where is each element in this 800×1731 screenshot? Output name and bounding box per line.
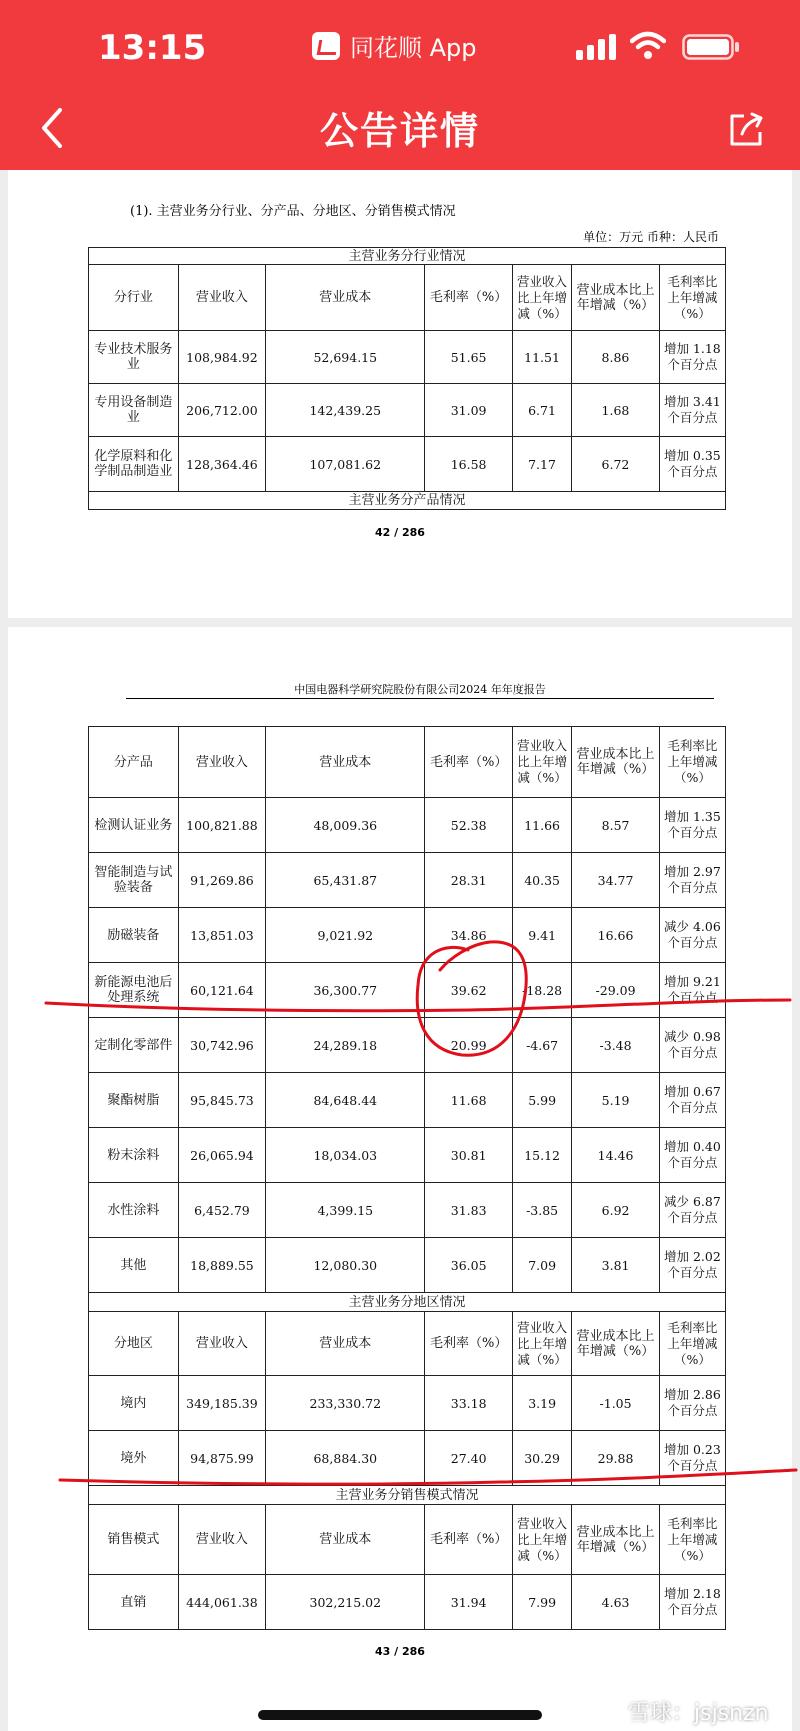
cell-margin-change: 增加 0.23 个百分点 [659,1431,725,1486]
cell-margin-change: 增加 1.35 个百分点 [659,798,725,853]
top-bar [0,0,800,170]
col-header: 营业成本比上年增减（%） [572,1505,659,1575]
cell-margin-change: 增加 2.86 个百分点 [659,1376,725,1431]
col-header: 分行业 [89,265,179,331]
cell-category: 检测认证业务 [89,798,179,853]
cell-revenue-change: 11.51 [512,331,571,384]
cell-category: 粉末涂料 [89,1128,179,1183]
table-row [89,1575,726,1630]
cell-cost-change: 16.66 [572,908,659,963]
col-header: 毛利率比上年增减（%） [659,1505,725,1575]
cell-margin-change: 增加 2.18 个百分点 [659,1575,725,1630]
table-row [89,1431,726,1486]
cell-margin: 39.62 [425,963,512,1018]
cell-revenue: 108,984.92 [178,331,265,384]
product-header-row [89,727,726,798]
col-header: 营业收入比上年增减（%） [512,265,571,331]
cell-margin: 31.94 [425,1575,512,1630]
cell-margin: 33.18 [425,1376,512,1431]
col-header: 营业收入 [178,1505,265,1575]
cell-revenue-change: 7.99 [512,1575,571,1630]
cell-cost-change: 5.19 [572,1073,659,1128]
cell-cost: 52,694.15 [266,331,425,384]
col-header: 毛利率（%） [425,1505,512,1575]
cell-cost-change: -3.48 [572,1018,659,1073]
sales-section-title: 主营业务分销售模式情况 [89,1486,726,1505]
cell-category: 聚酯树脂 [89,1073,179,1128]
cell-revenue-change: -18.28 [512,963,571,1018]
cell-margin-change: 减少 0.98 个百分点 [659,1018,725,1073]
cell-cost-change: 1.68 [572,384,659,437]
cell-margin-change: 增加 0.67 个百分点 [659,1073,725,1128]
cell-category: 定制化零部件 [89,1018,179,1073]
col-header: 毛利率比上年增减（%） [659,265,725,331]
cell-category: 水性涂料 [89,1183,179,1238]
cell-revenue-change: -4.67 [512,1018,571,1073]
wifi-icon [630,30,666,60]
cell-category: 直销 [89,1575,179,1630]
col-header: 分地区 [89,1312,179,1376]
status-time: 13:15 [98,28,207,68]
cell-category: 励磁装备 [89,908,179,963]
cell-cost: 84,648.44 [266,1073,425,1128]
document-page-42 [8,170,792,618]
table-row [89,853,726,908]
cell-cost: 68,884.30 [266,1431,425,1486]
cell-revenue: 94,875.99 [178,1431,265,1486]
table-row [89,1073,726,1128]
region-section-title: 主营业务分地区情况 [89,1293,726,1312]
cell-margin-change: 增加 9.21 个百分点 [659,963,725,1018]
cell-category: 专业技术服务业 [89,331,179,384]
cell-cost-change: 34.77 [572,853,659,908]
cell-revenue: 60,121.64 [178,963,265,1018]
table-row [89,1183,726,1238]
cell-revenue-change: 5.99 [512,1073,571,1128]
cell-margin-change: 增加 0.35 个百分点 [659,437,725,492]
cell-revenue: 128,364.46 [178,437,265,492]
col-header: 分产品 [89,727,179,798]
col-header: 营业收入比上年增减（%） [512,1505,571,1575]
cell-margin-change: 减少 6.87 个百分点 [659,1183,725,1238]
cell-margin: 36.05 [425,1238,512,1293]
col-header: 营业成本 [266,265,425,331]
cell-cost-change: 6.72 [572,437,659,492]
page-number: 43 / 286 [375,1645,425,1658]
table-row [89,908,726,963]
cell-revenue: 6,452.79 [178,1183,265,1238]
cell-cost: 4,399.15 [266,1183,425,1238]
cell-margin: 31.09 [425,384,512,437]
page-title: 公告详情 [319,109,480,153]
cell-revenue: 26,065.94 [178,1128,265,1183]
col-header: 毛利率比上年增减（%） [659,727,725,798]
table-row [89,384,726,437]
col-header: 营业收入比上年增减（%） [512,727,571,798]
col-header: 营业成本 [266,1505,425,1575]
table-row [89,1128,726,1183]
table-row [89,437,726,492]
cell-revenue-change: -3.85 [512,1183,571,1238]
cell-cost-change: 14.46 [572,1128,659,1183]
cell-margin-change: 减少 4.06 个百分点 [659,908,725,963]
cell-revenue: 30,742.96 [178,1018,265,1073]
cell-cost: 233,330.72 [266,1376,425,1431]
cell-margin-change: 增加 1.18 个百分点 [659,331,725,384]
industry-section-title: 主营业务分行业情况 [89,248,726,265]
cell-revenue: 349,185.39 [178,1376,265,1431]
cell-cost-change: 8.57 [572,798,659,853]
watermark [592,1696,769,1727]
cell-margin: 28.31 [425,853,512,908]
cell-cost: 9,021.92 [266,908,425,963]
cell-margin: 11.68 [425,1073,512,1128]
industry-header-row [89,265,726,331]
table-row [89,1376,726,1431]
cell-margin: 20.99 [425,1018,512,1073]
battery-icon [682,34,740,60]
status-app-label: 同花顺 App [350,34,477,62]
cell-revenue: 95,845.73 [178,1073,265,1128]
product-section-title: 主营业务分产品情况 [89,492,726,510]
cell-margin: 34.86 [425,908,512,963]
cell-cost-change: -29.09 [572,963,659,1018]
table-row [89,1018,726,1073]
document-page-43 [8,627,792,1731]
col-header: 营业收入 [178,265,265,331]
cell-revenue-change: 6.71 [512,384,571,437]
cell-cost: 18,034.03 [266,1128,425,1183]
table-row [89,798,726,853]
share-icon[interactable] [726,110,766,150]
cell-margin: 52.38 [425,798,512,853]
col-header: 营业成本 [266,1312,425,1376]
page-number: 42 / 286 [375,526,425,539]
region-header-row [89,1312,726,1376]
cell-cost: 36,300.77 [266,963,425,1018]
cell-cost-change: 6.92 [572,1183,659,1238]
cell-cost: 48,009.36 [266,798,425,853]
cell-revenue: 18,889.55 [178,1238,265,1293]
table-row [89,963,726,1018]
cell-cost: 302,215.02 [266,1575,425,1630]
cell-revenue-change: 11.66 [512,798,571,853]
cell-cost-change: -1.05 [572,1376,659,1431]
cell-category: 化学原料和化学制品制造业 [89,437,179,492]
cell-margin-change: 增加 0.40 个百分点 [659,1128,725,1183]
signal-icon [576,34,618,60]
cell-revenue-change: 40.35 [512,853,571,908]
unit-note: 单位：万元 币种：人民币 [583,230,719,244]
cell-revenue-change: 9.41 [512,908,571,963]
table-row [89,1238,726,1293]
cell-revenue-change: 15.12 [512,1128,571,1183]
cell-margin-change: 增加 2.02 个百分点 [659,1238,725,1293]
cell-cost: 142,439.25 [266,384,425,437]
cell-margin: 31.83 [425,1183,512,1238]
cell-cost: 65,431.87 [266,853,425,908]
cell-cost-change: 8.86 [572,331,659,384]
col-header: 销售模式 [89,1505,179,1575]
cell-cost-change: 3.81 [572,1238,659,1293]
cell-category: 境外 [89,1431,179,1486]
product-table [88,726,726,1630]
cell-revenue: 444,061.38 [178,1575,265,1630]
cell-margin: 27.40 [425,1431,512,1486]
col-header: 营业成本比上年增减（%） [572,727,659,798]
home-indicator[interactable] [258,1710,542,1720]
col-header: 营业成本比上年增减（%） [572,1312,659,1376]
cell-margin: 51.65 [425,331,512,384]
col-header: 毛利率（%） [425,727,512,798]
cell-revenue: 13,851.03 [178,908,265,963]
cell-margin-change: 增加 3.41 个百分点 [659,384,725,437]
col-header: 营业收入 [178,727,265,798]
col-header: 毛利率（%） [425,265,512,331]
cell-revenue-change: 30.29 [512,1431,571,1486]
cell-cost-change: 4.63 [572,1575,659,1630]
col-header: 营业成本比上年增减（%） [572,265,659,331]
cell-revenue-change: 7.09 [512,1238,571,1293]
cell-cost: 107,081.62 [266,437,425,492]
sales-header-row [89,1505,726,1575]
header-rule [126,698,714,699]
industry-table [88,247,726,510]
cell-category: 其他 [89,1238,179,1293]
cell-margin-change: 增加 2.97 个百分点 [659,853,725,908]
cell-revenue: 100,821.88 [178,798,265,853]
col-header: 毛利率（%） [425,1312,512,1376]
cell-category: 智能制造与试验装备 [89,853,179,908]
col-header: 营业收入 [178,1312,265,1376]
cell-revenue-change: 3.19 [512,1376,571,1431]
cell-category: 专用设备制造业 [89,384,179,437]
cell-revenue: 206,712.00 [178,384,265,437]
snowball-logo-icon [592,1700,622,1724]
col-header: 营业成本 [266,727,425,798]
cell-revenue-change: 7.17 [512,437,571,492]
report-header: 中国电器科学研究院股份有限公司2024 年年度报告 [294,683,546,696]
cell-revenue: 91,269.86 [178,853,265,908]
cell-cost: 24,289.18 [266,1018,425,1073]
cell-cost: 12,080.30 [266,1238,425,1293]
section-title: (1). 主营业务分行业、分产品、分地区、分销售模式情况 [130,204,456,219]
cell-margin: 30.81 [425,1128,512,1183]
col-header: 毛利率比上年增减（%） [659,1312,725,1376]
status-app-name[interactable] [312,28,477,63]
cell-margin: 16.58 [425,437,512,492]
col-header: 营业收入比上年增减（%） [512,1312,571,1376]
table-row [89,331,726,384]
cell-category: 新能源电池后处理系统 [89,963,179,1018]
cell-category: 境内 [89,1376,179,1431]
cell-cost-change: 29.88 [572,1431,659,1486]
app-logo-icon [312,32,340,60]
watermark-text: 雪球：jsjsnzn [628,1701,769,1726]
